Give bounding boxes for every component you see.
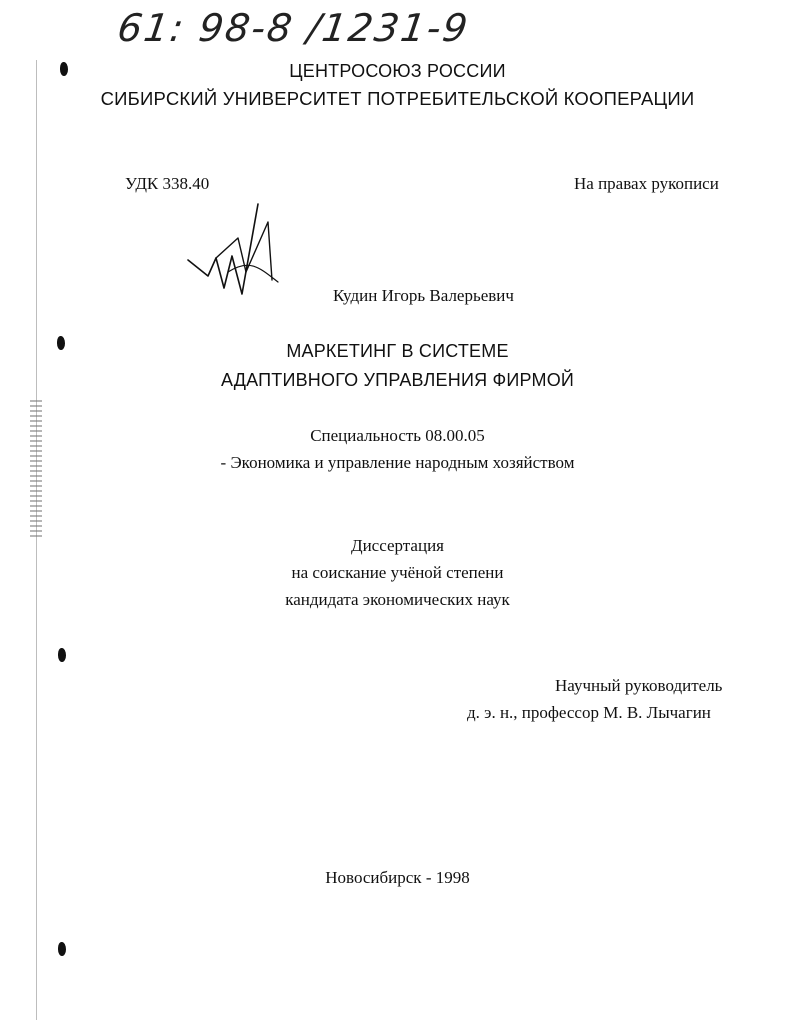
archive-stamp: 61: 98-8 /1231-9 bbox=[114, 6, 473, 50]
signature-mark bbox=[180, 198, 290, 308]
org-line-2: СИБИРСКИЙ УНИВЕРСИТЕТ ПОТРЕБИТЕЛЬСКОЙ КООПЕРАЦИИ bbox=[100, 88, 695, 109]
city-year: Новосибирск - 1998 bbox=[325, 868, 470, 887]
specialty-name: - Экономика и управление народным хозяйством bbox=[220, 453, 575, 472]
dissertation-degree-line: на соискание учёной степени bbox=[291, 563, 504, 582]
dissertation-degree-field: кандидата экономических наук bbox=[285, 590, 510, 609]
supervisor-name: д. э. н., профессор М. В. Лычагин bbox=[467, 703, 711, 722]
org-line-1: ЦЕНТРОСОЮЗ РОССИИ bbox=[289, 61, 506, 81]
udk-code: УДК 338.40 bbox=[125, 174, 210, 193]
title-line-1: МАРКЕТИНГ В СИСТЕМЕ bbox=[286, 341, 509, 361]
rights-note: На правах рукописи bbox=[574, 174, 719, 193]
specialty-code: Специальность 08.00.05 bbox=[310, 426, 485, 445]
punch-hole-mark bbox=[58, 942, 66, 956]
dissertation-label: Диссертация bbox=[350, 536, 444, 555]
punch-hole-mark bbox=[58, 648, 66, 662]
title-line-2: АДАПТИВНОГО УПРАВЛЕНИЯ ФИРМОЙ bbox=[220, 370, 575, 390]
supervisor-label: Научный руководитель bbox=[555, 676, 723, 695]
author-name: Кудин Игорь Валерьевич bbox=[333, 286, 514, 305]
